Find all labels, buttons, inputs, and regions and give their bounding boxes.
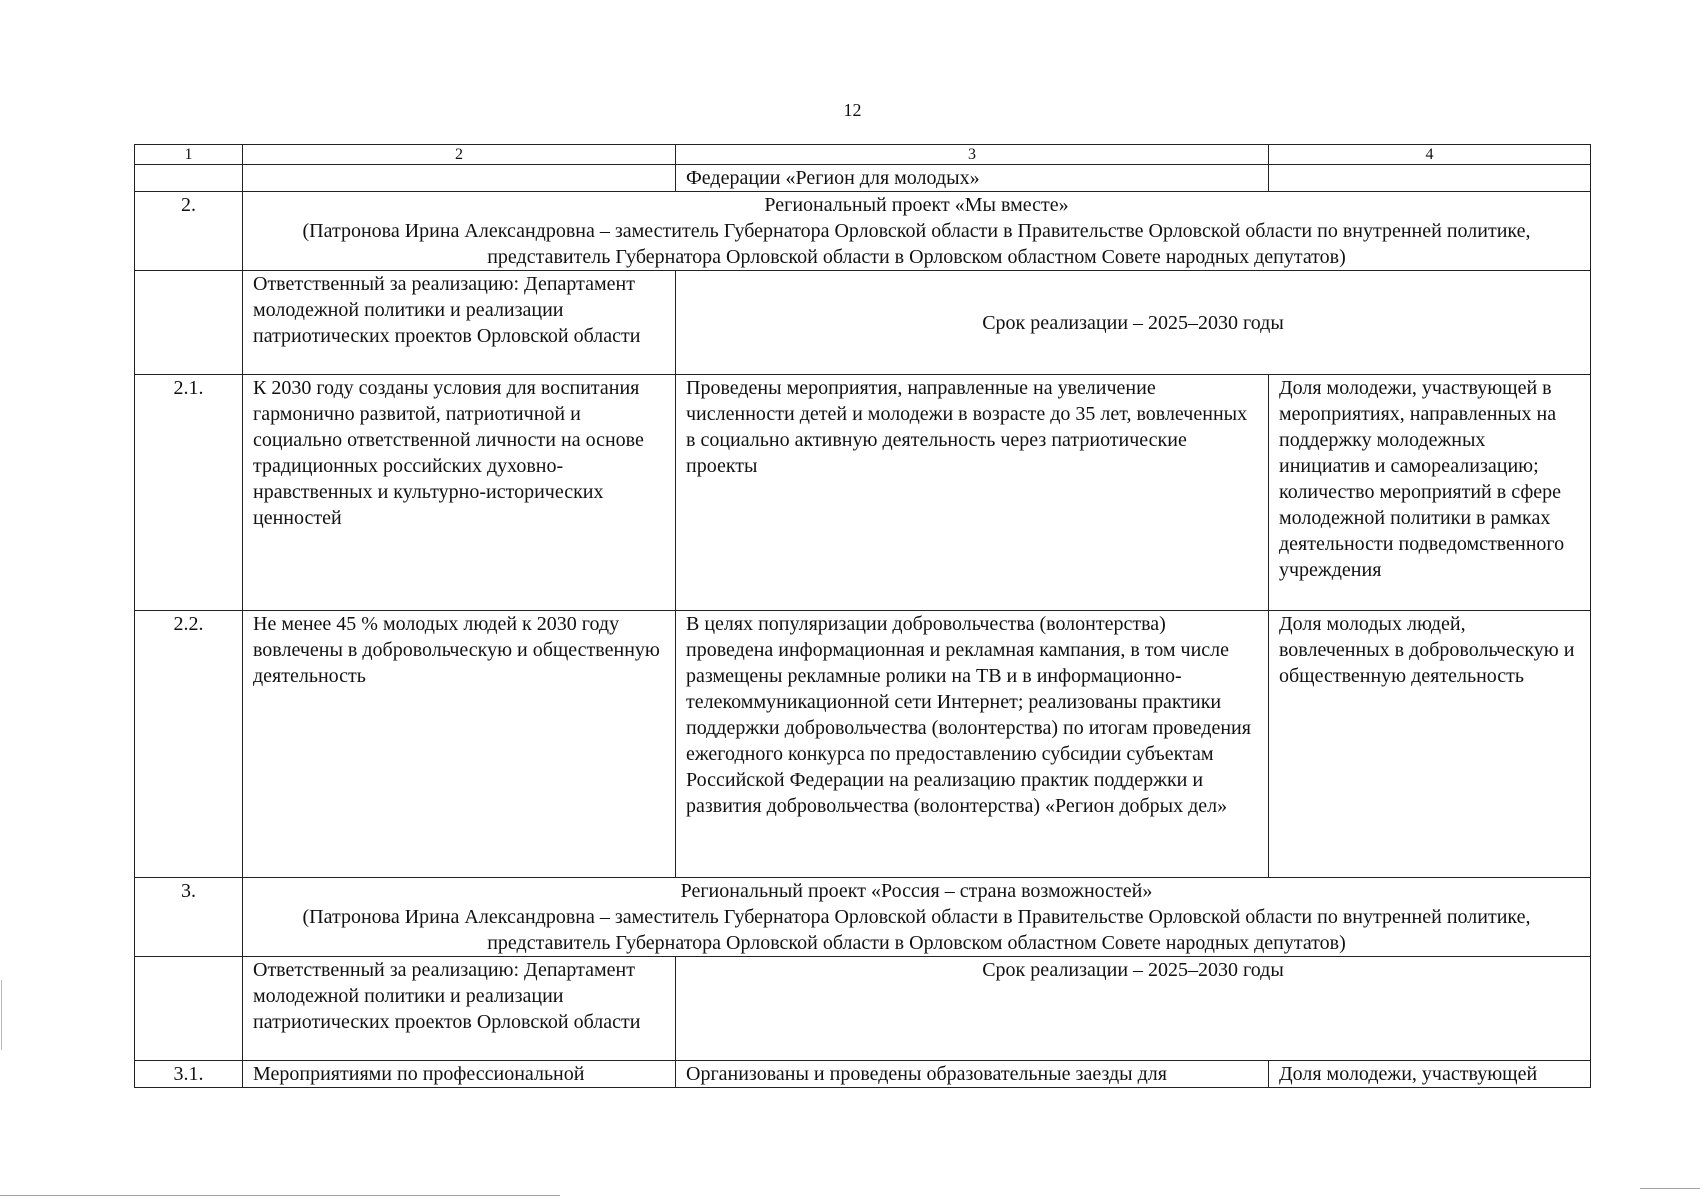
scan-edge-line [0,1195,560,1196]
column-number: 3 [676,145,1269,165]
row-indicator: Доля молодых людей, вовлеченных в добровольческую и общественную деятельность [1269,611,1591,878]
project-2-number: 2. [135,192,243,271]
plan-table [134,144,1591,1088]
project-2-term: Срок реализации – 2025–2030 годы [676,271,1591,375]
row-indicator: Доля молодежи, участвующей [1269,1061,1591,1088]
column-number: 4 [1269,145,1591,165]
project-3-number: 3. [135,878,243,957]
project-2-person: (Патронова Ирина Александровна – заместитель Губернатора Орловской области в Правительстве Орловской области по внутренней политике, представитель Губернатора Орловской области в Орловском областном Совете народных депутатов) [302,220,1531,268]
table-row [135,1061,1591,1088]
project-2-title-cell [243,192,1591,271]
row-indicator: Доля молодежи, участвующей в мероприятиях, направленных на поддержку молодежных инициатив и самореализацию; количество мероприятий в сфере молодежной политики в рамках деятельности подведомственного учреждения [1269,375,1591,611]
project-2-responsible-row [135,271,1591,375]
table-row [135,375,1591,611]
column-number: 2 [243,145,676,165]
column-number-row [135,145,1591,165]
row-task: Не менее 45 % молодых людей к 2030 году вовлечены в добровольческую и общественную деятельность [243,611,676,878]
project-3-responsible-row [135,957,1591,1061]
continuation-text: Федерации «Регион для молодых» [676,165,1269,192]
column-number: 1 [135,145,243,165]
project-3-header-row [135,878,1591,957]
scan-edge-line [1640,1188,1700,1189]
project-2-header-row [135,192,1591,271]
row-number: 2.1. [135,375,243,611]
project-2-title: Региональный проект «Мы вместе» [764,194,1069,216]
row-result: Проведены мероприятия, направленные на увеличение численности детей и молодежи в возрасте до 35 лет, вовлеченных в социально активную деятельность через патриотические проекты [676,375,1269,611]
row-number: 2.2. [135,611,243,878]
continuation-row [135,165,1591,192]
project-3-responsible: Ответственный за реализацию: Департамент молодежной политики и реализации патриотических проектов Орловской области [243,957,676,1061]
table-row [135,611,1591,878]
scan-edge-line [1,980,2,1050]
project-3-title-cell [243,878,1591,957]
row-task: Мероприятиями по профессиональной [243,1061,676,1088]
row-task: К 2030 году созданы условия для воспитания гармонично развитой, патриотичной и социально ответственной личности на основе традиционных российских духовно-нравственных и культурно-исторических ценностей [243,375,676,611]
project-3-title: Региональный проект «Россия – страна возможностей» [680,880,1153,902]
project-2-responsible: Ответственный за реализацию: Департамент молодежной политики и реализации патриотических проектов Орловской области [243,271,676,375]
row-number: 3.1. [135,1061,243,1088]
page-number: 12 [843,100,862,120]
project-3-term: Срок реализации – 2025–2030 годы [676,957,1591,1061]
row-result: В целях популяризации добровольчества (волонтерства) проведена информационная и рекламная кампания, в том числе размещены рекламные ролики на ТВ и в информационно-телекоммуникационной сети Интернет; реализованы практики поддержки добровольчества (волонтерства) по итогам проведения ежегодного конкурса по предоставлению субсидии субъектам Российской Федерации на реализацию практик поддержки и развития добровольчества (волонтерства) «Регион добрых дел» [676,611,1269,878]
row-result: Организованы и проведены образовательные заезды для [676,1061,1269,1088]
project-3-person: (Патронова Ирина Александровна – заместитель Губернатора Орловской области в Правительстве Орловской области по внутренней политике, представитель Губернатора Орловской области в Орловском областном Совете народных депутатов) [302,906,1531,954]
